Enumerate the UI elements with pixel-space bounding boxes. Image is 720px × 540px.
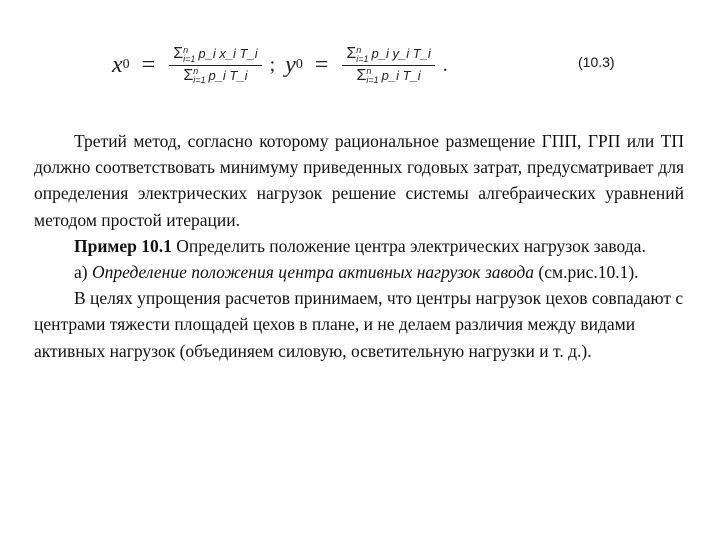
equation-number: (10.3)	[578, 54, 615, 70]
x-denominator	[179, 66, 251, 87]
x-numerator	[169, 44, 261, 66]
sum-upper: n	[193, 66, 199, 77]
sum-lower: i=1	[183, 53, 196, 64]
example-text: Определить положение центра электрических нагрузок завода.	[171, 235, 646, 256]
sum-sign: Σ	[183, 66, 194, 84]
formula-x0	[112, 30, 458, 100]
subtask-reference: (см.рис.10.1).	[534, 262, 639, 283]
y-subscript: 0	[295, 57, 303, 72]
y-denominator	[352, 66, 424, 87]
paragraph-example	[34, 233, 684, 259]
x-denominator-terms: p_i T_i	[208, 67, 248, 83]
paragraph-subtask-a	[34, 259, 684, 285]
sum-upper: n	[356, 44, 362, 55]
sum-lower: i=1	[356, 53, 369, 64]
equals-sign: =	[141, 51, 156, 78]
sum-upper: n	[183, 44, 189, 55]
subtask-title: Определение положения центра активных нагрузок завода	[91, 262, 535, 283]
x-numerator-terms: p_i x_i T_i	[198, 45, 258, 61]
period: .	[442, 53, 448, 76]
paragraph-third-method: Третий метод, согласно которому рациональное размещение ГПП, ГРП или ТП должно соответствовать минимуму приведенных годовых затрат, предусматривает для определения электрических нагрузок решение системы алгебраических уравнений методом простой итерации.	[34, 131, 684, 230]
sum-limits	[366, 67, 378, 85]
y-numerator-terms: p_i y_i T_i	[371, 45, 431, 61]
semicolon: ;	[269, 53, 276, 76]
sum-limits	[193, 67, 205, 85]
formula-block	[0, 30, 720, 100]
sum-upper: n	[366, 66, 372, 77]
sum-sign: Σ	[346, 44, 357, 62]
subtask-prefix: а)	[74, 262, 92, 283]
sum-limits	[356, 46, 368, 64]
body-text	[34, 128, 684, 364]
paragraph-assumptions: В целях упрощения расчетов принимаем, что центры нагрузок цехов совпадают с центрами тяжести площадей цехов в плане, и не делаем различия между видами активных нагрузок (объединяем силовую, осветительную нагрузки и т. д.).	[34, 288, 684, 361]
y-numerator	[342, 44, 434, 66]
sum-lower: i=1	[193, 75, 206, 86]
sum-limits	[183, 46, 195, 64]
example-label: Пример 10.1	[74, 235, 172, 256]
sum-sign: Σ	[356, 66, 367, 84]
sum-sign: Σ	[173, 44, 184, 62]
x-subscript: 0	[122, 57, 130, 72]
y-denominator-terms: p_i T_i	[381, 67, 421, 83]
sum-lower: i=1	[366, 75, 379, 86]
x-variable: x	[112, 51, 123, 78]
equals-sign: =	[314, 51, 329, 78]
y-fraction	[342, 44, 434, 86]
y-variable: y	[285, 51, 296, 78]
x-fraction	[169, 44, 261, 86]
